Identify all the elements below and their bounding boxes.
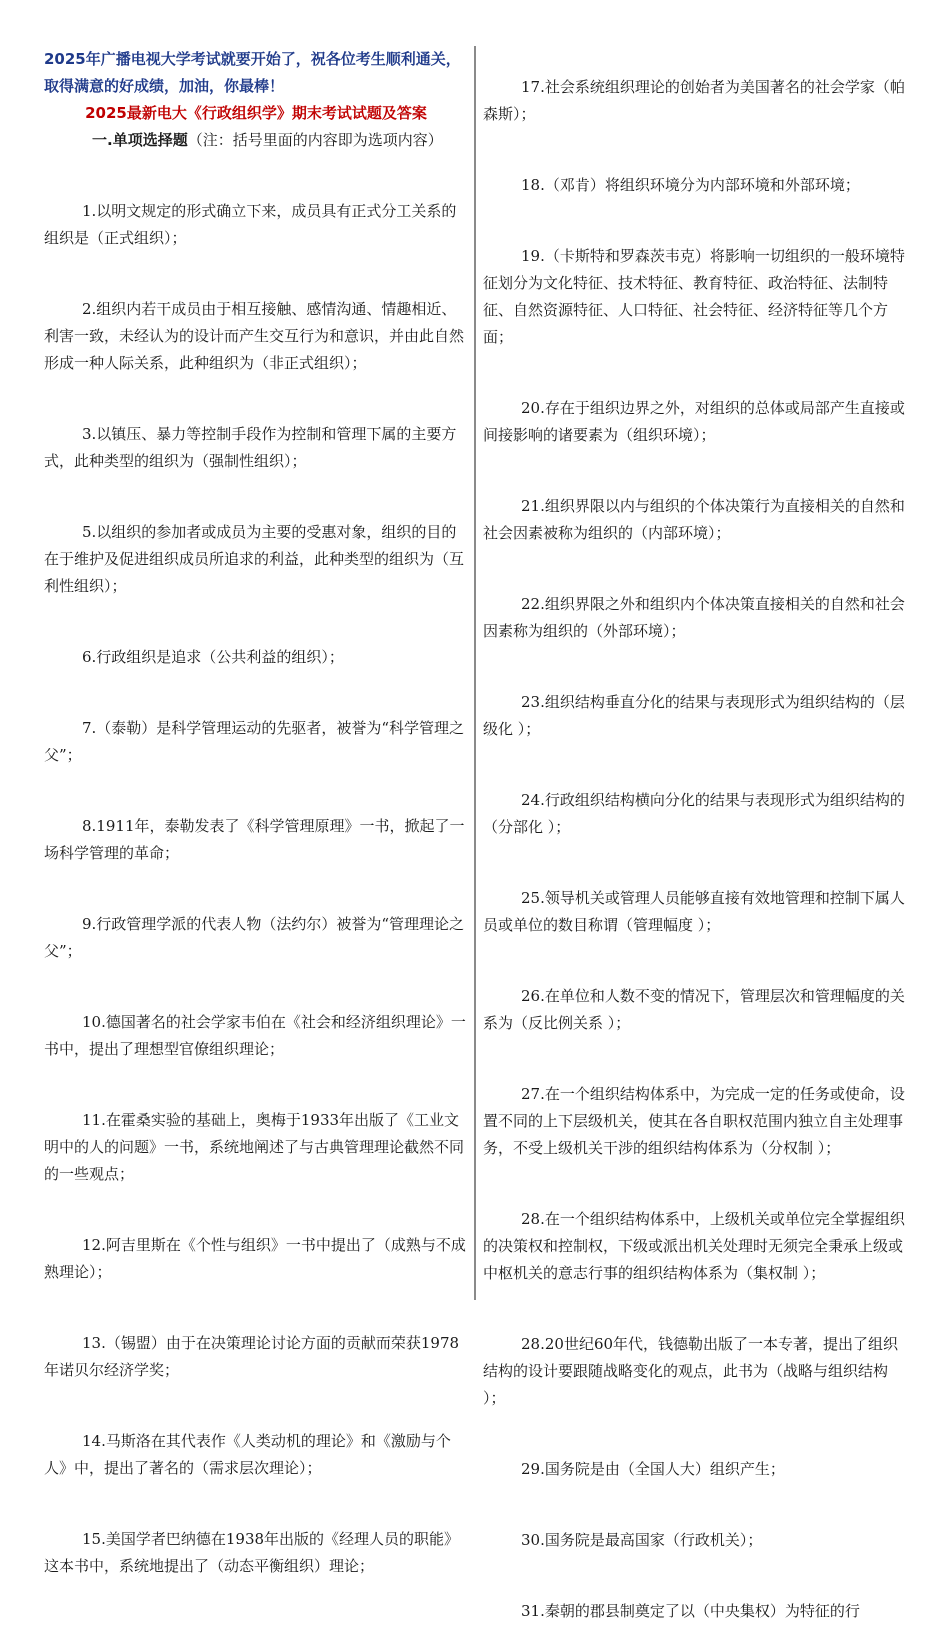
spacer [483,1554,907,1598]
question-item: 5.以组织的参加者或成员为主要的受惠对象，组织的目的在于维护及促进组织成员所追求的利益，此种类型的组织为（互利性组织）； [44,523,465,595]
section-note: （注：括号里面的内容即为选项内容） [187,131,443,149]
left-column [44,46,468,1580]
column-divider [474,46,476,1300]
question-item: 26.在单位和人数不变的情况下，管理层次和管理幅度的关系为（反比例关系 ）； [483,987,905,1032]
spacer [483,1412,907,1456]
question-item: 7.（泰勒）是科学管理运动的先驱者，被誉为“科学管理之父”； [44,719,464,764]
question-item: 22.组织界限之外和组织内个体决策直接相关的自然和社会因素称为组织的（外部环境）； [483,595,905,640]
question-item: 8.1911年，泰勒发表了《科学管理原理》一书，掀起了一场科学管理的革命； [44,817,465,862]
spacer [483,547,907,591]
question-item: 1.以明文规定的形式确立下来，成员具有正式分工关系的组织是（正式组织）； [44,202,457,247]
question-item: 6.行政组织是追求（公共利益的组织）； [82,648,344,666]
spacer [483,939,907,983]
question-item: 25.领导机关或管理人员能够直接有效地管理和控制下属人员或单位的数目称谓（管理幅度 ）； [483,889,905,934]
question-item: 28.在一个组织结构体系中，上级机关或单位完全掌握组织的决策权和控制权，下级或派出机关处理时无须完全秉承上级或中枢机关的意志行事的组织结构体系为（集权制 ）； [483,1210,905,1282]
spacer [44,1482,468,1526]
spacer [44,965,468,1009]
spacer [44,1286,468,1330]
question-item: 3.以镇压、暴力等控制手段作为控制和管理下属的主要方式，此种类型的组织为（强制性组织）； [44,425,457,470]
question-item: 11.在霍桑实验的基础上，奥梅于1933年出版了《工业文明中的人的问题》一书，系统地阐述了与古典管理理论截然不同的一些观点； [44,1111,465,1183]
question-item: 14.马斯洛在其代表作《人类动机的理论》和《激励与个人》中，提出了著名的（需求层次理论）； [44,1432,451,1477]
spacer [483,743,907,787]
spacer [483,1287,907,1331]
spacer [483,1037,907,1081]
spacer [483,128,907,172]
spacer [44,377,468,421]
spacer [483,1483,907,1527]
spacer [44,154,468,198]
question-item: 13.（锡盟）由于在决策理论讨论方面的贡献而荣获1978年诺贝尔经济学奖； [44,1334,460,1379]
question-item: 12.阿吉里斯在《个性与组织》一书中提出了（成熟与不成熟理论）； [44,1236,466,1281]
spacer [44,1063,468,1107]
spacer [483,199,907,243]
spacer [44,475,468,519]
spacer [44,867,468,911]
spacer [44,600,468,644]
question-item: 27.在一个组织结构体系中，为完成一定的任务或使命，设置不同的上下层级机关，使其在各自职权范围内独立自主处理事务，不受上级机关干涉的组织结构体系为（分权制 ）； [483,1085,905,1157]
document-title: 2025最新电大《行政组织学》期末考试试题及答案 [85,104,427,122]
question-item: 29.国务院是由（全国人大）组织产生； [521,1460,785,1478]
spacer [483,1162,907,1206]
question-item: 9.行政管理学派的代表人物（法约尔）被誉为“管理理论之父”； [44,915,464,960]
section-title: 一.单项选择题 [92,131,188,149]
question-item: 24.行政组织结构横向分化的结果与表现形式为组织结构的（分部化 ）； [483,791,905,836]
right-column [483,74,907,1625]
question-item: 2.组织内若干成员由于相互接触、感情沟通、情趣相近、利害一致，未经认为的设计而产生交互行为和意识，并由此自然形成一种人际关系，此种组织为（非正式组织）； [44,300,465,372]
exam-banner: 2025年广播电视大学考试就要开始了，祝各位考生顺利通关，取得满意的好成绩，加油，你最棒！ [44,50,461,95]
question-item: 28.20世纪60年代，钱德勒出版了一本专著，提出了组织结构的设计要跟随战略变化的观点，此书为（战略与组织结构 ）； [483,1335,899,1407]
spacer [44,252,468,296]
question-item: 15.美国学者巴纳德在1938年出版的《经理人员的职能》这本书中，系统地提出了（动态平衡组织）理论； [44,1530,460,1575]
section-heading [44,127,468,154]
question-item: 10.德国著名的社会学家韦伯在《社会和经济组织理论》一书中，提出了理想型官僚组织理论； [44,1013,466,1058]
question-item: 21.组织界限以内与组织的个体决策行为直接相关的自然和社会因素被称为组织的（内部环境）； [483,497,905,542]
question-item: 18.（邓肯）将组织环境分为内部环境和外部环境； [521,176,860,194]
question-item: 20.存在于组织边界之外，对组织的总体或局部产生直接或间接影响的诸要素为（组织环境）； [483,399,905,444]
spacer [44,1188,468,1232]
spacer [44,671,468,715]
spacer [483,645,907,689]
spacer [483,449,907,493]
question-item: 17.社会系统组织理论的创始者为美国著名的社会学家（帕森斯）； [483,78,905,123]
spacer [44,1384,468,1428]
question-item: 31.秦朝的郡县制奠定了以（中央集权）为特征的行 [521,1602,860,1620]
spacer [483,351,907,395]
spacer [44,769,468,813]
spacer [483,841,907,885]
question-item: 30.国务院是最高国家（行政机关）； [521,1531,763,1549]
question-item: 19.（卡斯特和罗森茨韦克）将影响一切组织的一般环境特征划分为文化特征、技术特征、教育特征、政治特征、法制特征、自然资源特征、人口特征、社会特征、经济特征等几个方面； [483,247,905,346]
question-item: 23.组织结构垂直分化的结果与表现形式为组织结构的（层级化 ）； [483,693,905,738]
